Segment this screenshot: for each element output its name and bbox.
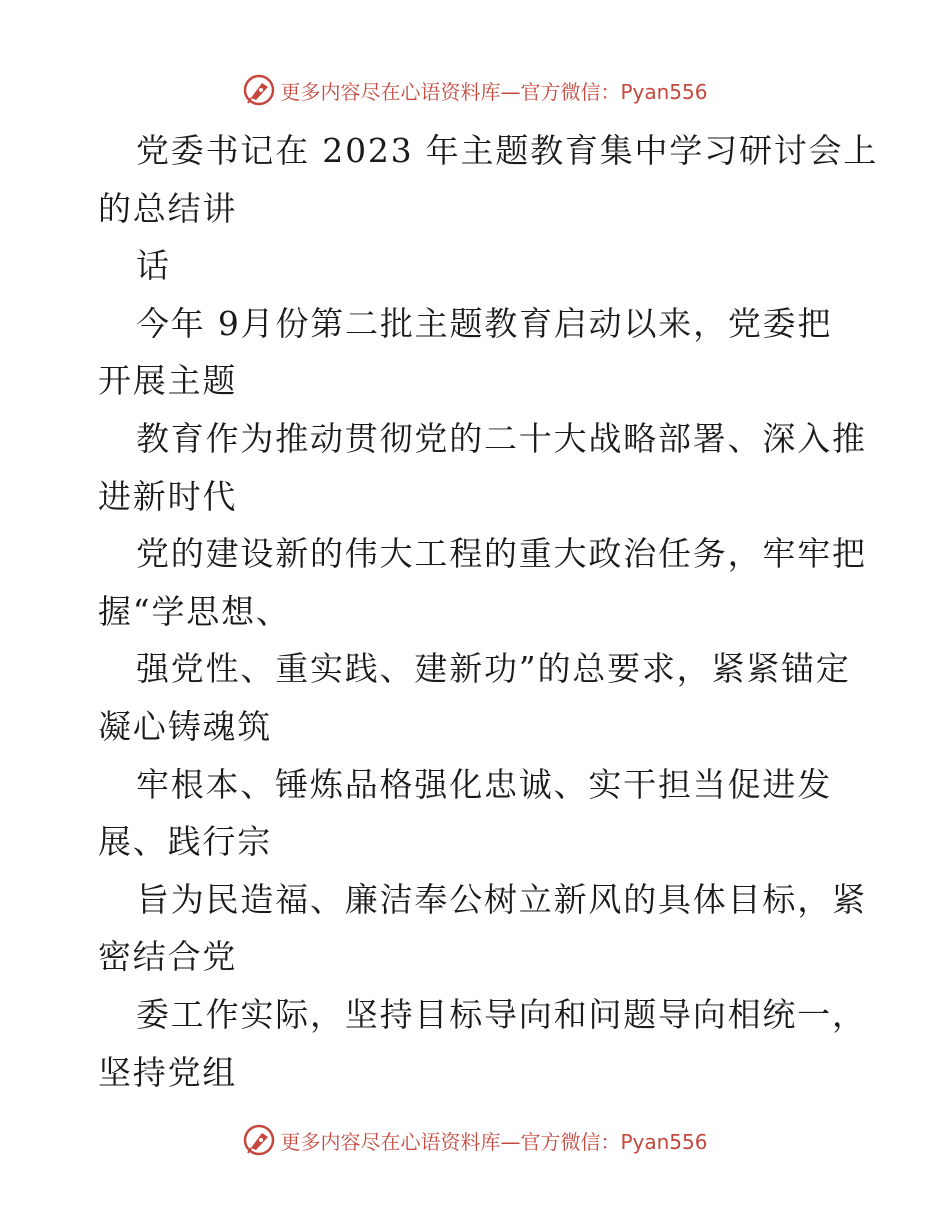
text-line: 牢根本、锤炼品格强化忠诚、实干担当促进发 xyxy=(136,764,832,804)
watermark-text: 更多内容尽在心语资料库—官方微信：Pyan556 xyxy=(280,79,708,104)
text-line: 展、践行宗 xyxy=(98,822,272,862)
text-line: 的总结讲 xyxy=(98,188,238,228)
pen-nib-logo-icon xyxy=(242,73,276,107)
text-line: 今年 9月份第二批主题教育启动以来，党委把 xyxy=(136,303,833,343)
footer-watermark xyxy=(0,1120,950,1160)
text-line: 握“学思想、 xyxy=(98,591,291,631)
text-line: 话 xyxy=(136,246,171,286)
text-line: 凝心铸魂筑 xyxy=(98,706,272,746)
text-line: 委工作实际，坚持目标导向和问题导向相统一， xyxy=(136,994,867,1034)
header-watermark xyxy=(0,70,950,110)
document-body xyxy=(98,122,879,1101)
text-line: 开展主题 xyxy=(98,361,238,401)
text-line: 强党性、重实践、建新功”的总要求，紧紧锚定 xyxy=(136,649,851,689)
text-line: 旨为民造福、廉洁奉公树立新风的具体目标，紧 xyxy=(136,879,867,919)
text-line: 教育作为推动贯彻党的二十大战略部署、深入推 xyxy=(136,418,867,458)
text-line: 坚持党组 xyxy=(98,1052,238,1092)
text-line: 密结合党 xyxy=(98,937,238,977)
text-line: 党的建设新的伟大工程的重大政治任务，牢牢把 xyxy=(136,534,867,574)
text-line: 进新时代 xyxy=(98,476,238,516)
watermark-text: 更多内容尽在心语资料库—官方微信：Pyan556 xyxy=(280,1129,708,1154)
text-line: 党委书记在 2023 年主题教育集中学习研讨会上 xyxy=(136,131,879,170)
pen-nib-logo-icon xyxy=(242,1123,276,1157)
